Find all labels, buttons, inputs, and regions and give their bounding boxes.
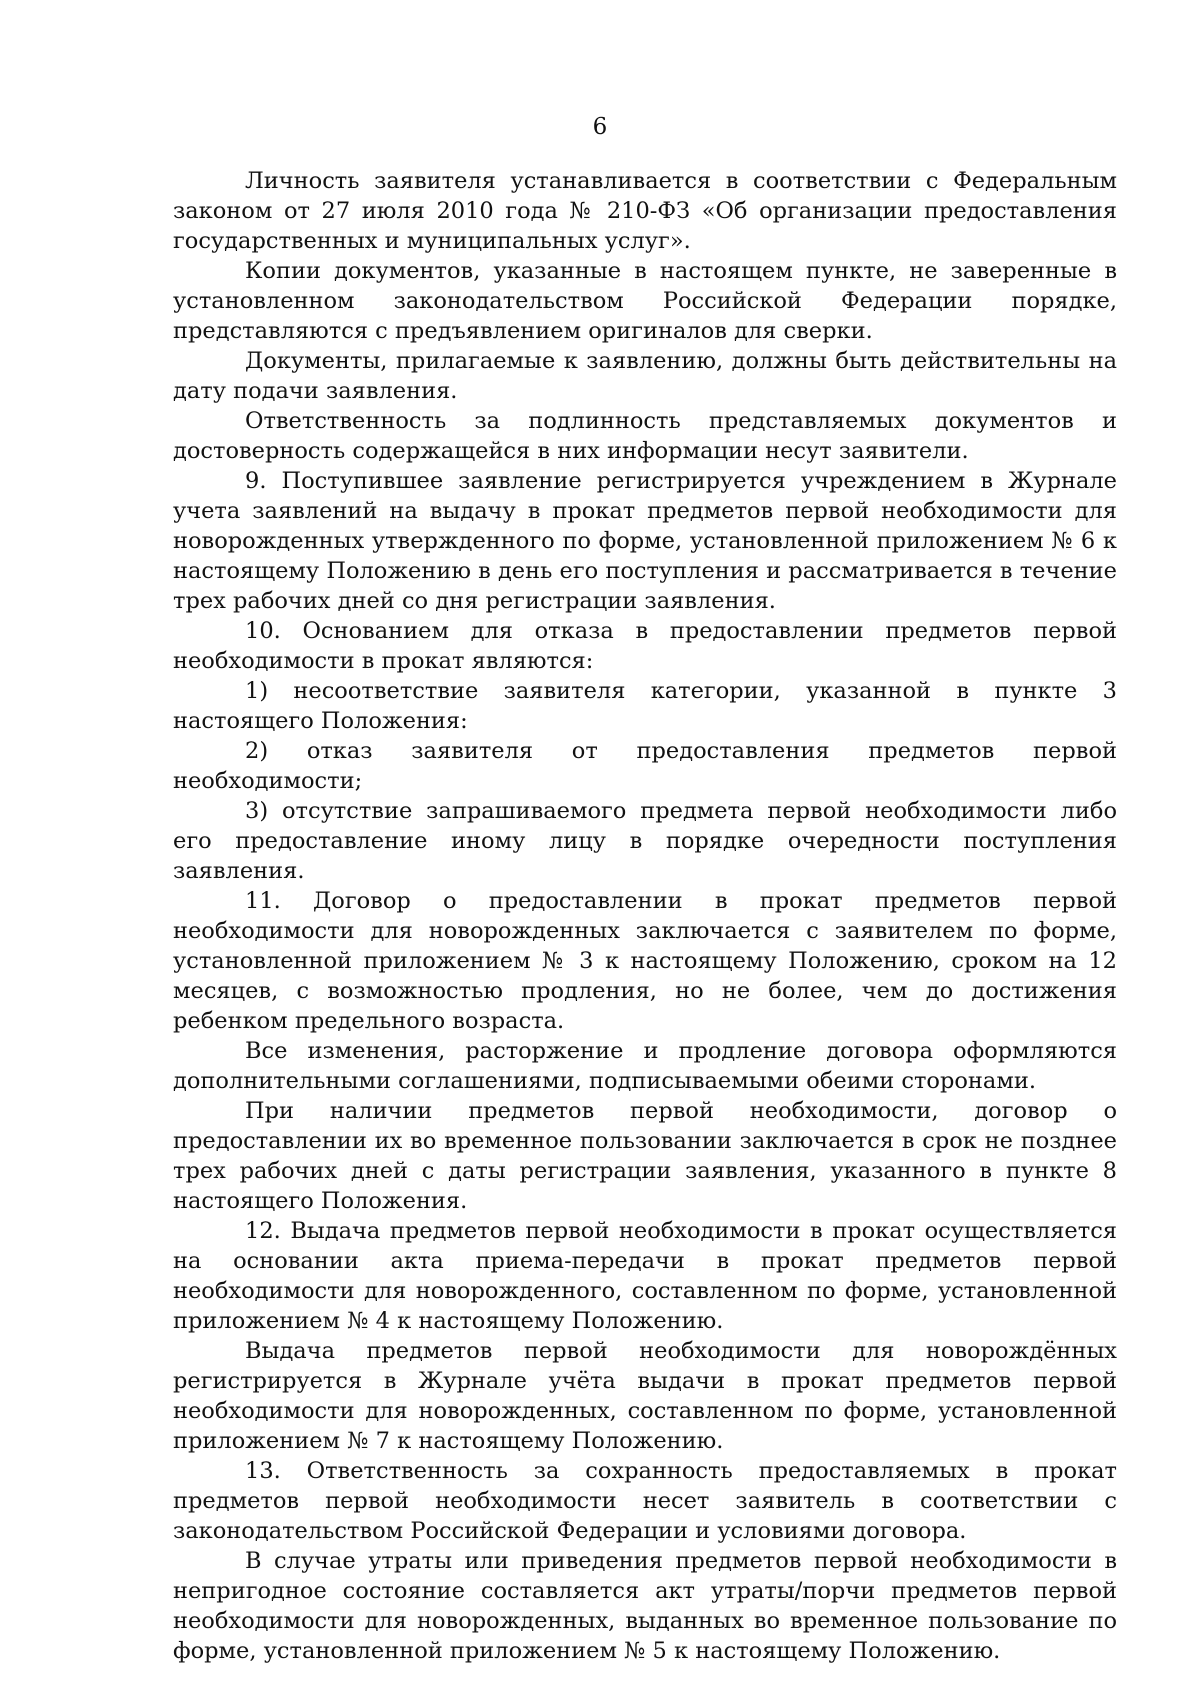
paragraph-responsibility: Ответственность за подлинность представляемых документов и достоверность содержащейся в них информации несут заявители. [173,408,1117,464]
paragraph-clause-9: 9. Поступившее заявление регистрируется учреждением в Журнале учета заявлений на выдачу в прокат предметов первой необходимости для новорожденных утвержденного по форме, установленной приложением № 6 к настоящему Положению в день его поступления и рассматривается в течение трех рабочих дней со дня регистрации заявления. [173,468,1117,614]
paragraph-issuance-registration: Выдача предметов первой необходимости для новорождённых регистрируется в Журнале учёта выдачи в прокат предметов первой необходимости для новорожденных, составленном по форме, установленной приложением № 7 к настоящему Положению. [173,1338,1117,1454]
paragraph-clause-10-item-3: 3) отсутствие запрашиваемого предмета первой необходимости либо его предоставление иному лицу в порядке очередности поступления заявления. [173,798,1117,884]
page-number: 6 [592,114,608,140]
paragraph-contract-changes: Все изменения, расторжение и продление договора оформляются дополнительными соглашениями, подписываемыми обеими сторонами. [173,1038,1117,1094]
document-body [173,166,1117,1666]
paragraph-contract-term: При наличии предметов первой необходимости, договор о предоставлении их во временное пользовании заключается в срок не позднее трех рабочих дней с даты регистрации заявления, указанного в пункте 8 настоящего Положения. [173,1098,1117,1214]
paragraph-clause-10-item-2: 2) отказ заявителя от предоставления предметов первой необходимости; [173,738,1117,794]
paragraph-applicant-identity: Личность заявителя устанавливается в соответствии с Федеральным законом от 27 июля 2010 года № 210-ФЗ «Об организации предоставления государственных и муниципальных услуг». [173,168,1117,254]
paragraph-clause-10-item-1: 1) несоответствие заявителя категории, указанной в пункте 3 настоящего Положения: [173,678,1117,734]
paragraph-clause-10: 10. Основанием для отказа в предоставлении предметов первой необходимости в прокат являются: [173,618,1117,674]
paragraph-document-copies: Копии документов, указанные в настоящем пункте, не заверенные в установленном законодательством Российской Федерации порядке, представляются с предъявлением оригиналов для сверки. [173,258,1117,344]
paragraph-documents-validity: Документы, прилагаемые к заявлению, должны быть действительны на дату подачи заявления. [173,348,1117,404]
paragraph-clause-12: 12. Выдача предметов первой необходимости в прокат осуществляется на основании акта приема-передачи в прокат предметов первой необходимости для новорожденного, составленном по форме, установленной приложением № 4 к настоящему Положению. [173,1218,1117,1334]
paragraph-clause-11: 11. Договор о предоставлении в прокат предметов первой необходимости для новорожденных заключается с заявителем по форме, установленной приложением № 3 к настоящему Положению, сроком на 12 месяцев, с возможностью продления, но не более, чем до достижения ребенком предельного возраста. [173,888,1117,1034]
paragraph-loss-damage: В случае утраты или приведения предметов первой необходимости в непригодное состояние составляется акт утраты/порчи предметов первой необходимости для новорожденных, выданных во временное пользование по форме, установленной приложением № 5 к настоящему Положению. [173,1548,1117,1664]
paragraph-clause-13: 13. Ответственность за сохранность предоставляемых в прокат предметов первой необходимости несет заявитель в соответствии с законодательством Российской Федерации и условиями договора. [173,1458,1117,1544]
